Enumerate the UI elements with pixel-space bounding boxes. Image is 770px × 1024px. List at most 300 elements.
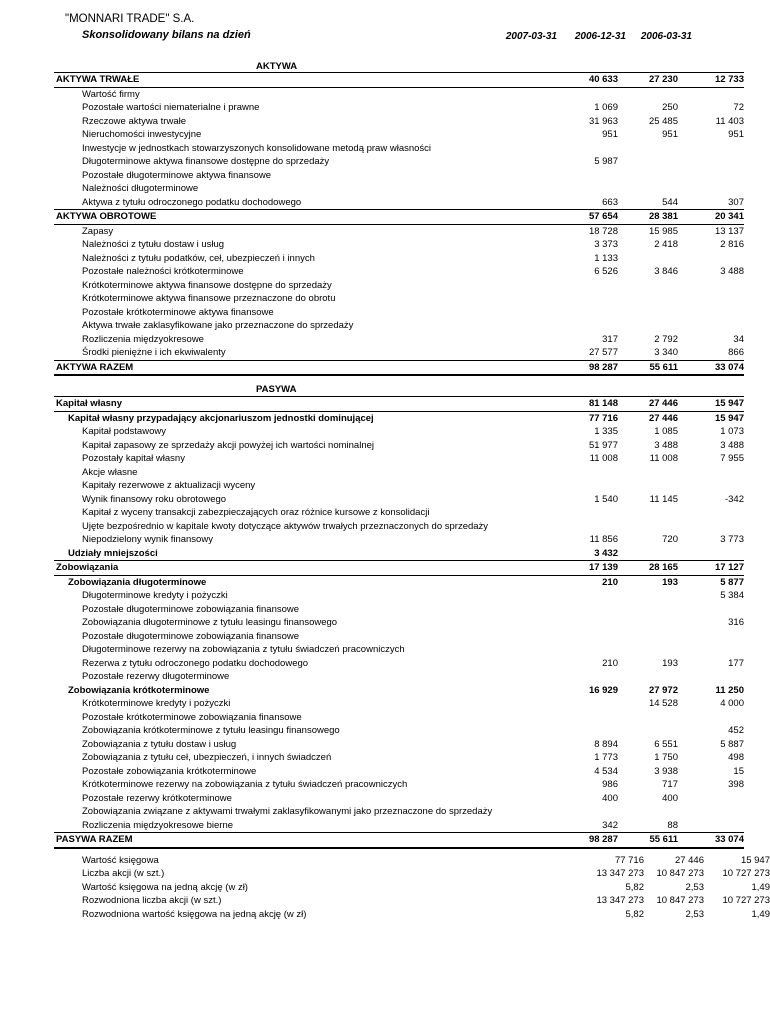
value-cell-3: 1 073 xyxy=(720,426,744,437)
value-cell-3: 1,49 xyxy=(751,881,770,893)
value-cell-2 xyxy=(618,319,678,333)
row-label: Rozwodniona wartość księgowa na jedną akcję (w zł) xyxy=(82,908,307,920)
value-cell-2 xyxy=(618,182,678,196)
row-label: Pozostałe należności krótkoterminowe xyxy=(82,266,244,277)
value-cell-1: 1 773 xyxy=(594,752,618,763)
value-cell-2 xyxy=(618,724,678,738)
value-cell-1: 986 xyxy=(602,779,618,790)
row-label: Zobowiązania krótkoterminowe xyxy=(68,684,210,696)
value-cell-3: 11 403 xyxy=(715,115,744,127)
value-cell-1 xyxy=(568,697,618,711)
value-cell-3: 33 074 xyxy=(678,833,744,848)
aktywa-table xyxy=(54,72,744,376)
value-cell-3: 15 947 xyxy=(714,412,744,424)
row-label: Inwestycje w jednostkach stowarzyszonych konsolidowane metodą praw własności xyxy=(82,142,432,154)
row-label: Rezerwa z tytułu odroczonego podatku dochodowego xyxy=(82,657,309,669)
value-cell-3: 20 341 xyxy=(678,210,744,225)
row-label: Wartość księgowa na jedną akcję (w zł) xyxy=(82,881,248,893)
value-cell-3 xyxy=(678,142,744,156)
row-label: AKTYWA TRWAŁE xyxy=(54,73,556,88)
table-row xyxy=(54,657,744,671)
table-row xyxy=(54,533,744,547)
table-row xyxy=(54,643,744,657)
section-row xyxy=(54,397,744,412)
value-cell-1: 4 534 xyxy=(594,765,618,777)
row-label: Krótkoterminowe rezerwy na zobowiązania z tytułu świadczeń pracowniczych xyxy=(82,779,408,790)
value-cell-3 xyxy=(678,87,744,101)
value-cell-3: 33 074 xyxy=(678,360,744,375)
table-row xyxy=(54,881,770,894)
table-row xyxy=(54,630,744,644)
value-cell-2 xyxy=(618,805,678,819)
section-row xyxy=(54,561,744,576)
value-cell-1 xyxy=(568,520,618,534)
table-row xyxy=(54,196,744,210)
row-label: Pozostałe długoterminowe zobowiązania finansowe xyxy=(82,630,300,642)
value-cell-1: 98 287 xyxy=(568,360,618,375)
value-cell-1 xyxy=(568,319,618,333)
value-cell-2: 27 446 xyxy=(618,397,678,412)
row-label: Zobowiązania długoterminowe xyxy=(68,576,207,588)
value-cell-2: 28 381 xyxy=(618,210,678,225)
value-cell-2: 11 008 xyxy=(649,453,678,464)
value-cell-2 xyxy=(618,155,678,169)
table-row xyxy=(54,589,744,603)
row-label: Środki pieniężne i ich ekwiwalenty xyxy=(82,347,226,358)
row-label: Niepodzielony wynik finansowy xyxy=(82,534,213,545)
row-label: Kapitał zapasowy ze sprzedaży akcji powyżej ich wartości nominalnej xyxy=(82,439,374,451)
value-cell-2: 55 611 xyxy=(618,833,678,848)
row-label: Zobowiązania z tytułu dostaw i usług xyxy=(82,738,237,750)
value-cell-3 xyxy=(678,292,744,306)
table-row xyxy=(54,224,744,238)
value-cell-3: 17 127 xyxy=(678,561,744,576)
table-row xyxy=(54,128,744,142)
row-label: Pozostałe długoterminowe aktywa finansowe xyxy=(82,169,272,181)
value-cell-3: 15 947 xyxy=(740,855,770,866)
table-row xyxy=(54,479,744,493)
value-cell-1: 663 xyxy=(602,196,618,208)
table-row xyxy=(54,319,744,333)
date-column-1: 2007-03-31 xyxy=(505,31,557,42)
value-cell-1: 40 633 xyxy=(568,73,618,88)
row-label: Zapasy xyxy=(82,225,114,237)
table-row xyxy=(54,697,744,711)
table-row xyxy=(54,101,744,115)
table-row xyxy=(54,439,744,453)
row-label: Długoterminowe aktywa finansowe dostępne do sprzedaży xyxy=(82,156,330,167)
value-cell-1 xyxy=(568,711,618,725)
section-row xyxy=(54,684,744,698)
value-cell-2: 3 488 xyxy=(654,439,678,451)
value-cell-1: 342 xyxy=(602,819,618,831)
value-cell-3: 5 887 xyxy=(720,738,744,750)
value-cell-2 xyxy=(618,169,678,183)
value-cell-1: 5,82 xyxy=(625,881,644,893)
value-cell-3: 1,49 xyxy=(751,908,770,920)
value-cell-3: 15 xyxy=(733,765,744,777)
value-cell-3: 10 727 273 xyxy=(722,868,770,880)
value-cell-3 xyxy=(678,630,744,644)
value-cell-3: 498 xyxy=(728,752,744,763)
value-cell-3 xyxy=(678,155,744,169)
summary-table xyxy=(54,854,770,921)
value-cell-3: 72 xyxy=(733,102,744,113)
value-cell-3: 5 877 xyxy=(720,576,744,588)
row-label: Kapitały rezerwowe z aktualizacji wyceny xyxy=(82,480,256,491)
value-cell-2 xyxy=(618,630,678,644)
value-cell-3: 866 xyxy=(728,347,744,358)
value-cell-2: 1 750 xyxy=(654,752,678,763)
value-cell-3: 3 488 xyxy=(720,266,744,277)
table-row xyxy=(54,908,770,921)
row-label: Kapitał z wyceny transakcji zabezpieczających oraz różnice kursowe z konsolidacji xyxy=(82,507,430,518)
value-cell-2: 2 418 xyxy=(654,239,678,250)
value-cell-2 xyxy=(618,670,678,684)
table-row xyxy=(54,155,744,169)
value-cell-3 xyxy=(678,520,744,534)
value-cell-3: 12 733 xyxy=(678,73,744,88)
table-row xyxy=(54,854,770,867)
value-cell-3 xyxy=(678,306,744,320)
table-row xyxy=(54,333,744,347)
row-label: Pozostałe krótkoterminowe aktywa finansowe xyxy=(82,306,274,318)
value-cell-1: 210 xyxy=(602,576,618,588)
row-label: Wynik finansowy roku obrotowego xyxy=(82,493,227,505)
value-cell-2: 10 847 273 xyxy=(656,868,704,880)
value-cell-1 xyxy=(568,479,618,493)
table-row xyxy=(54,115,744,129)
table-row xyxy=(54,142,744,156)
value-cell-1 xyxy=(568,643,618,657)
value-cell-1 xyxy=(568,805,618,819)
value-cell-2 xyxy=(618,520,678,534)
value-cell-3 xyxy=(678,252,744,266)
row-label: Rozliczenia międzyokresowe xyxy=(82,333,204,345)
row-label: Liczba akcji (w szt.) xyxy=(82,868,165,880)
section-row xyxy=(54,73,744,88)
section-row xyxy=(54,575,744,589)
value-cell-2: 55 611 xyxy=(618,360,678,375)
value-cell-2 xyxy=(618,306,678,320)
value-cell-3: 452 xyxy=(728,725,744,736)
row-label: Krótkoterminowe kredyty i pożyczki xyxy=(82,698,231,709)
value-cell-2: 27 230 xyxy=(618,73,678,88)
table-row xyxy=(54,466,744,480)
pasywa-table xyxy=(54,396,744,849)
value-cell-1 xyxy=(568,306,618,320)
row-label: Zobowiązania związane z aktywami trwałymi zaklasyfikowanymi jako przeznaczone do sprzedaży xyxy=(82,806,493,817)
value-cell-1: 11 008 xyxy=(589,453,618,464)
value-cell-2 xyxy=(618,589,678,603)
value-cell-2: 2 792 xyxy=(654,333,678,345)
value-cell-3 xyxy=(678,547,744,561)
row-label: Wartość firmy xyxy=(82,88,140,100)
value-cell-2: 28 165 xyxy=(618,561,678,576)
value-cell-3 xyxy=(678,711,744,725)
value-cell-3: 398 xyxy=(728,779,744,790)
row-label: Aktywa z tytułu odroczonego podatku dochodowego xyxy=(82,196,302,208)
table-row xyxy=(54,493,744,507)
value-cell-1 xyxy=(568,630,618,644)
value-cell-2 xyxy=(618,279,678,293)
table-row xyxy=(54,292,744,306)
value-cell-3 xyxy=(678,506,744,520)
row-label: Aktywa trwałe zaklasyfikowane jako przeznaczone do sprzedaży xyxy=(82,320,354,331)
value-cell-1: 16 929 xyxy=(588,684,618,696)
value-cell-1: 98 287 xyxy=(568,833,618,848)
row-label: Kapitał podstawowy xyxy=(82,426,166,437)
value-cell-2: 1 085 xyxy=(654,426,678,437)
value-cell-3 xyxy=(678,466,744,480)
row-label: Pozostałe zobowiązania krótkoterminowe xyxy=(82,765,257,777)
value-cell-1: 210 xyxy=(602,657,618,669)
table-row xyxy=(54,867,770,880)
value-cell-1: 5 987 xyxy=(594,156,618,167)
section-row xyxy=(54,360,744,375)
value-cell-3 xyxy=(678,819,744,833)
value-cell-1: 1 069 xyxy=(594,102,618,113)
value-cell-1 xyxy=(568,142,618,156)
row-label: Pozostałe rezerwy długoterminowe xyxy=(82,671,230,682)
row-label: Rzeczowe aktywa trwałe xyxy=(82,115,187,127)
value-cell-1: 77 716 xyxy=(588,412,618,424)
value-cell-2: 544 xyxy=(662,196,678,208)
company-name: "MONNARI TRADE" S.A. xyxy=(65,13,195,25)
value-cell-3: 7 955 xyxy=(720,453,744,464)
table-row xyxy=(54,751,744,765)
value-cell-2: 3 846 xyxy=(654,266,678,277)
value-cell-3 xyxy=(678,670,744,684)
value-cell-2: 15 985 xyxy=(648,225,678,237)
value-cell-3: 2 816 xyxy=(720,239,744,250)
value-cell-1: 6 526 xyxy=(594,266,618,277)
value-cell-2 xyxy=(618,643,678,657)
row-label: Rozliczenia międzyokresowe bierne xyxy=(82,819,234,831)
value-cell-1 xyxy=(568,724,618,738)
value-cell-1 xyxy=(568,603,618,617)
value-cell-2: 6 551 xyxy=(654,738,678,750)
value-cell-3 xyxy=(678,279,744,293)
value-cell-1: 57 654 xyxy=(568,210,618,225)
value-cell-1: 17 139 xyxy=(568,561,618,576)
row-label: Długoterminowe kredyty i pożyczki xyxy=(82,590,228,601)
value-cell-3: 3 773 xyxy=(720,534,744,545)
value-cell-2 xyxy=(618,547,678,561)
value-cell-1: 1 540 xyxy=(594,493,618,505)
value-cell-1: 1 335 xyxy=(594,426,618,437)
table-row xyxy=(54,238,744,252)
section-row xyxy=(54,210,744,225)
value-cell-2 xyxy=(618,711,678,725)
table-row xyxy=(54,765,744,779)
table-row xyxy=(54,894,770,907)
row-label: Należności długoterminowe xyxy=(82,183,199,194)
value-cell-1: 18 728 xyxy=(588,225,618,237)
value-cell-3: 11 250 xyxy=(715,684,744,696)
value-cell-1: 951 xyxy=(602,129,618,140)
value-cell-2 xyxy=(618,252,678,266)
value-cell-2 xyxy=(618,603,678,617)
row-label: Należności z tytułu podatków, ceł, ubezpieczeń i innych xyxy=(82,252,315,264)
row-label: Zobowiązania długoterminowe z tytułu leasingu finansowego xyxy=(82,617,338,628)
table-row xyxy=(54,792,744,806)
value-cell-1: 77 716 xyxy=(614,855,644,866)
value-cell-3 xyxy=(678,169,744,183)
value-cell-1 xyxy=(568,182,618,196)
row-label: Pozostały kapitał własny xyxy=(82,453,185,464)
value-cell-2: 250 xyxy=(662,102,678,113)
table-row xyxy=(54,805,744,819)
table-row xyxy=(54,603,744,617)
value-cell-2: 27 972 xyxy=(648,684,678,696)
row-label: Zobowiązania krótkoterminowe z tytułu leasingu finansowego xyxy=(82,725,340,736)
value-cell-3 xyxy=(678,479,744,493)
value-cell-3: 13 137 xyxy=(714,225,744,237)
table-row xyxy=(54,279,744,293)
value-cell-3 xyxy=(678,603,744,617)
value-cell-1: 31 963 xyxy=(588,115,618,127)
row-label: Kapitał własny przypadający akcjonariuszom jednostki dominującej xyxy=(68,412,374,424)
table-row xyxy=(54,452,744,466)
value-cell-1: 13 347 273 xyxy=(596,895,644,907)
table-row xyxy=(54,670,744,684)
row-label: Nieruchomości inwestycyjne xyxy=(82,129,202,140)
value-cell-2: 193 xyxy=(662,576,678,588)
value-cell-1: 3 432 xyxy=(594,547,618,559)
date-column-3: 2006-03-31 xyxy=(640,31,692,42)
table-row xyxy=(54,778,744,792)
row-label: Pozostałe wartości niematerialne i prawne xyxy=(82,102,260,113)
value-cell-2 xyxy=(618,87,678,101)
table-row xyxy=(54,182,744,196)
row-label: AKTYWA OBROTOWE xyxy=(54,210,556,225)
value-cell-2 xyxy=(618,142,678,156)
value-cell-1: 5,82 xyxy=(625,908,644,920)
value-cell-3: 951 xyxy=(728,129,744,140)
value-cell-2: 400 xyxy=(662,792,678,804)
value-cell-2: 14 528 xyxy=(648,698,678,709)
value-cell-1: 317 xyxy=(602,333,618,345)
value-cell-1 xyxy=(568,292,618,306)
value-cell-1 xyxy=(568,466,618,480)
value-cell-2: 3 938 xyxy=(654,765,678,777)
value-cell-2 xyxy=(618,466,678,480)
row-label: Krótkoterminowe aktywa finansowe przeznaczone do obrotu xyxy=(82,293,336,304)
value-cell-3: -342 xyxy=(724,493,744,505)
value-cell-1 xyxy=(568,279,618,293)
value-cell-2: 951 xyxy=(662,129,678,140)
value-cell-1: 27 577 xyxy=(588,347,618,358)
row-label: Należności z tytułu dostaw i usług xyxy=(82,239,225,250)
value-cell-2: 2,53 xyxy=(685,881,704,893)
value-cell-1: 1 133 xyxy=(594,252,618,264)
value-cell-3 xyxy=(678,643,744,657)
value-cell-1: 8 894 xyxy=(594,738,618,750)
value-cell-1 xyxy=(568,670,618,684)
value-cell-3 xyxy=(678,319,744,333)
value-cell-2: 193 xyxy=(662,657,678,669)
value-cell-1: 3 373 xyxy=(594,239,618,250)
table-row xyxy=(54,87,744,101)
value-cell-3: 34 xyxy=(733,333,744,345)
value-cell-2: 2,53 xyxy=(685,908,704,920)
section-row xyxy=(54,547,744,561)
value-cell-1: 81 148 xyxy=(568,397,618,412)
value-cell-2 xyxy=(618,506,678,520)
value-cell-2: 720 xyxy=(662,534,678,545)
value-cell-3 xyxy=(678,792,744,806)
table-row xyxy=(54,506,744,520)
table-row xyxy=(54,616,744,630)
value-cell-2: 11 145 xyxy=(649,493,678,505)
value-cell-3: 10 727 273 xyxy=(722,895,770,907)
table-row xyxy=(54,520,744,534)
value-cell-2 xyxy=(618,292,678,306)
row-label: AKTYWA RAZEM xyxy=(54,360,556,375)
value-cell-2 xyxy=(618,616,678,630)
section-row xyxy=(54,411,744,425)
section-row xyxy=(54,833,744,848)
value-cell-1 xyxy=(568,506,618,520)
value-cell-3: 5 384 xyxy=(720,590,744,601)
value-cell-2: 88 xyxy=(667,819,678,831)
row-label: Zobowiązania xyxy=(54,561,556,576)
table-row xyxy=(54,738,744,752)
value-cell-1 xyxy=(568,616,618,630)
table-row xyxy=(54,306,744,320)
table-row xyxy=(54,425,744,439)
value-cell-2: 27 446 xyxy=(648,412,678,424)
row-label: Kapitał własny xyxy=(54,397,556,412)
row-label: PASYWA RAZEM xyxy=(54,833,556,848)
row-label: Długoterminowe rezerwy na zobowiązania z tytułu świadczeń pracowniczych xyxy=(82,644,405,655)
value-cell-3: 177 xyxy=(728,657,744,669)
row-label: Udziały mniejszości xyxy=(68,547,158,559)
value-cell-1 xyxy=(568,87,618,101)
value-cell-1 xyxy=(568,589,618,603)
table-row xyxy=(54,265,744,279)
value-cell-3: 316 xyxy=(728,617,744,628)
report-subtitle: Skonsolidowany bilans na dzień xyxy=(82,29,251,41)
value-cell-1: 11 856 xyxy=(589,534,618,545)
value-cell-3: 307 xyxy=(728,196,744,208)
value-cell-2: 27 446 xyxy=(674,855,704,866)
row-label: Pozostałe rezerwy krótkoterminowe xyxy=(82,792,232,804)
table-row xyxy=(54,169,744,183)
row-label: Rozwodniona liczba akcji (w szt.) xyxy=(82,895,222,907)
value-cell-3 xyxy=(678,182,744,196)
row-label: Zobowiązania z tytułu ceł, ubezpieczeń, i innych świadczeń xyxy=(82,752,332,763)
table-row xyxy=(54,724,744,738)
value-cell-2 xyxy=(618,479,678,493)
date-column-2: 2006-12-31 xyxy=(574,31,626,42)
table-row xyxy=(54,819,744,833)
value-cell-3: 4 000 xyxy=(720,698,744,709)
value-cell-2: 10 847 273 xyxy=(656,895,704,907)
value-cell-1: 400 xyxy=(602,792,618,804)
row-label: Pozostałe krótkoterminowe zobowiązania finansowe xyxy=(82,711,302,723)
value-cell-1 xyxy=(568,169,618,183)
value-cell-2: 717 xyxy=(662,779,678,790)
value-cell-3: 3 488 xyxy=(720,439,744,451)
row-label: Krótkoterminowe aktywa finansowe dostępne do sprzedaży xyxy=(82,279,332,291)
value-cell-3 xyxy=(678,805,744,819)
value-cell-3: 15 947 xyxy=(678,397,744,412)
row-label: Ujęte bezpośrednio w kapitale kwoty dotyczące aktywów trwałych przeznaczonych do sprzedaży xyxy=(82,520,489,532)
value-cell-2: 25 485 xyxy=(648,115,678,127)
value-cell-2: 3 340 xyxy=(654,347,678,358)
